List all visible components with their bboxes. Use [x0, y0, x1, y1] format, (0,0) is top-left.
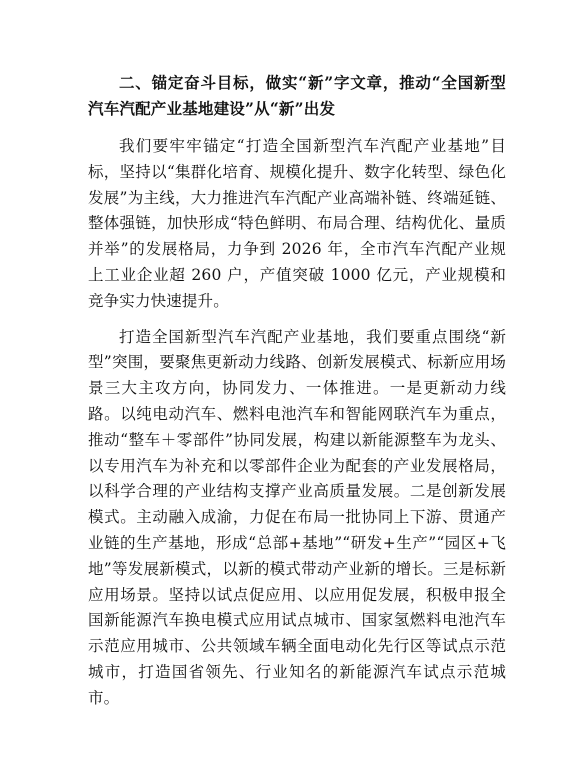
section-heading: 二、锚定奋斗目标，做实“新”字文章，推动“全国新型汽车汽配产业基地建设”从“新”出发: [88, 73, 506, 118]
paragraph-directions: 打造全国新型汽车汽配产业基地，我们要重点围绕“新型”突围，要聚焦更新动力线路、创新发展模式、标新应用场景三大主攻方向，协同发力、一体推进。一是更新动力线路。以纯电动汽车、燃料电池汽车和智能网联汽车为重点，推动“整车＋零部件”协同发展，构建以新能源整车为龙头、以专用汽车为补充和以零部件企业为配套的产业发展格局，以科学合理的产业结构支撑产业高质量发展。二是创新发展模式。主动融入成渝，力促在布局一批协同上下游、贯通产业链的生产基地，形成“总部+基地”“研发+生产”“园区+飞地”等发展新模式，以新的模式带动产业新的增长。三是标新应用场景。坚持以试点促应用、以应用促发展，积极申报全国新能源汽车换电模式应用试点城市、国家氢燃料电池汽车示范应用城市、公共领域车辆全面电动化先行区等试点示范城市，打造国省领先、行业知名的新能源汽车试点示范城市。: [88, 327, 506, 707]
paragraph-goal: 我们要牢牢锚定“打造全国新型汽车汽配产业基地”目标，坚持以“集群化培育、规模化提升、数字化转型、绿色化发展”为主线，大力推进汽车汽配产业高端补链、终端延链、整体强链，加快形成“特色鲜明、布局合理、结构优化、量质并举”的发展格局，力争到 2026 年，全市汽车汽配产业规上工业企业超 260 户，产值突破 1000 亿元，产业规模和竞争实力快速提升。: [88, 137, 506, 310]
document-page: [88, 70, 506, 722]
